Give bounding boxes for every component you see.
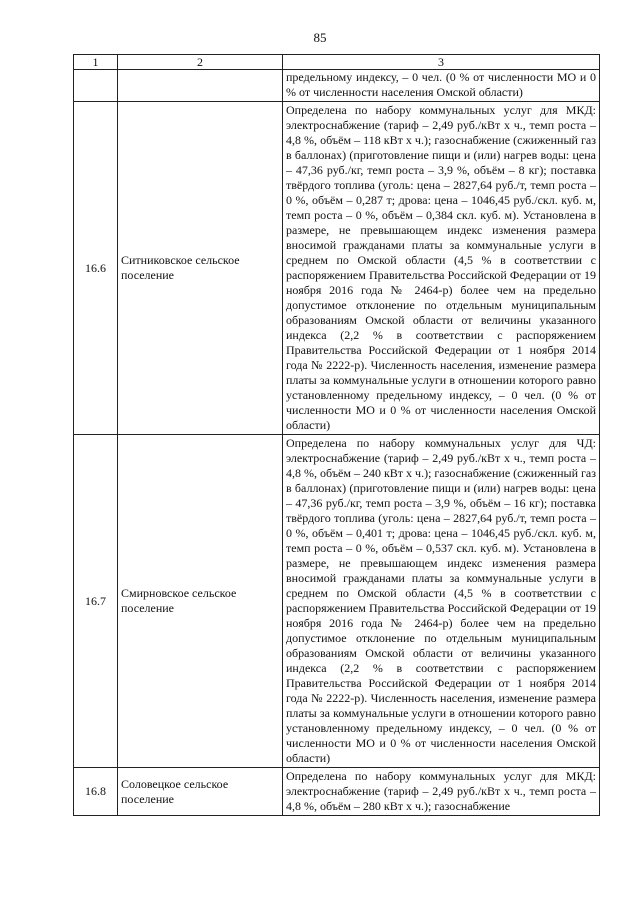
row-description: Определена по набору коммунальных услуг для ЧД: электроснабжение (тариф – 2,49 руб./кВт х ч., темп роста – 4,8 %, объём – 240 кВт х ч.); газоснабжение (сжиженный газ в баллонах) (приготовление пищи и (или) нагрев воды: цена – 47,36 руб./кг, темп роста – 3,9 %, объём – 16 кг); поставка твёрдого топлива (уголь: цена – 2827,64 руб./т, темп роста – 0 %, объём – 0,401 т; дрова: цена – 1046,45 руб./скл. куб. м, темп роста – 0 %, объём – 0,537 скл. куб. м). Установлена в размере, не превышающем индекс изменения размера вносимой гражданами платы за коммунальные услуги в среднем по Омской области (4,5 % в соответствии с распоряжением Правительства Российской Федерации от 19 ноября 2016 года № 2464-р) более чем на предельно допустимое отклонение по отдельным муниципальным образованиям Омской области от величины указанного индекса (2,2 % в соответствии с распоряжением Правительства Российской Федерации от 1 ноября 2014 года № 2222-р). Численность населения, изменение размера платы за коммунальные услуги в отношении которого равно установленному предельному индексу, – 0 чел. (0 % от численности МО и 0 % от численности населения Омской области) xyxy=(283,435,600,768)
row-description: предельному индексу, – 0 чел. (0 % от численности МО и 0 % от численности населения Омской области) xyxy=(283,70,600,102)
page-number: 85 xyxy=(313,30,327,45)
row-name: Смирновское сельское поселение xyxy=(118,435,283,768)
row-name xyxy=(118,70,283,102)
data-table xyxy=(73,54,600,816)
header-col-1: 1 xyxy=(74,55,118,70)
header-col-3: 3 xyxy=(283,55,600,70)
header-col-2: 2 xyxy=(118,55,283,70)
table-row xyxy=(74,102,600,435)
header-row xyxy=(74,55,600,70)
row-name: Соловецкое сельское поселение xyxy=(118,768,283,816)
row-description: Определена по набору коммунальных услуг для МКД: электроснабжение (тариф – 2,49 руб./кВт х ч., темп роста – 4,8 %, объём – 280 кВт х ч.); газоснабжение xyxy=(283,768,600,816)
table-row xyxy=(74,70,600,102)
row-number: 16.7 xyxy=(74,435,118,768)
row-number: 16.6 xyxy=(74,102,118,435)
row-number: 16.8 xyxy=(74,768,118,816)
table-row xyxy=(74,435,600,768)
row-description: Определена по набору коммунальных услуг для МКД: электроснабжение (тариф – 2,49 руб./кВт х ч., темп роста – 4,8 %, объём – 118 кВт х ч.); газоснабжение (сжиженный газ в баллонах) (приготовление пищи и (или) нагрев воды: цена – 47,36 руб./кг, темп роста – 3,9 %, объём – 8 кг); поставка твёрдого топлива (уголь: цена – 2827,64 руб./т, темп роста – 0 %, объём – 0,287 т; дрова: цена – 1046,45 руб./скл. куб. м, темп роста – 0 %, объём – 0,384 скл. куб. м). Установлена в размере, не превышающем индекс изменения размера вносимой гражданами платы за коммунальные услуги в среднем по Омской области (4,5 % в соответствии с распоряжением Правительства Российской Федерации от 19 ноября 2016 года № 2464-р) более чем на предельно допустимое отклонение по отдельным муниципальным образованиям Омской области от величины указанного индекса (2,2 % в соответствии с распоряжением Правительства Российской Федерации от 1 ноября 2014 года № 2222-р). Численность населения, изменение размера платы за коммунальные услуги в отношении которого равно установленному предельному индексу, – 0 чел. (0 % от численности МО и 0 % от численности населения Омской области) xyxy=(283,102,600,435)
table-row xyxy=(74,768,600,816)
row-name: Ситниковское сельское поселение xyxy=(118,102,283,435)
row-number xyxy=(74,70,118,102)
